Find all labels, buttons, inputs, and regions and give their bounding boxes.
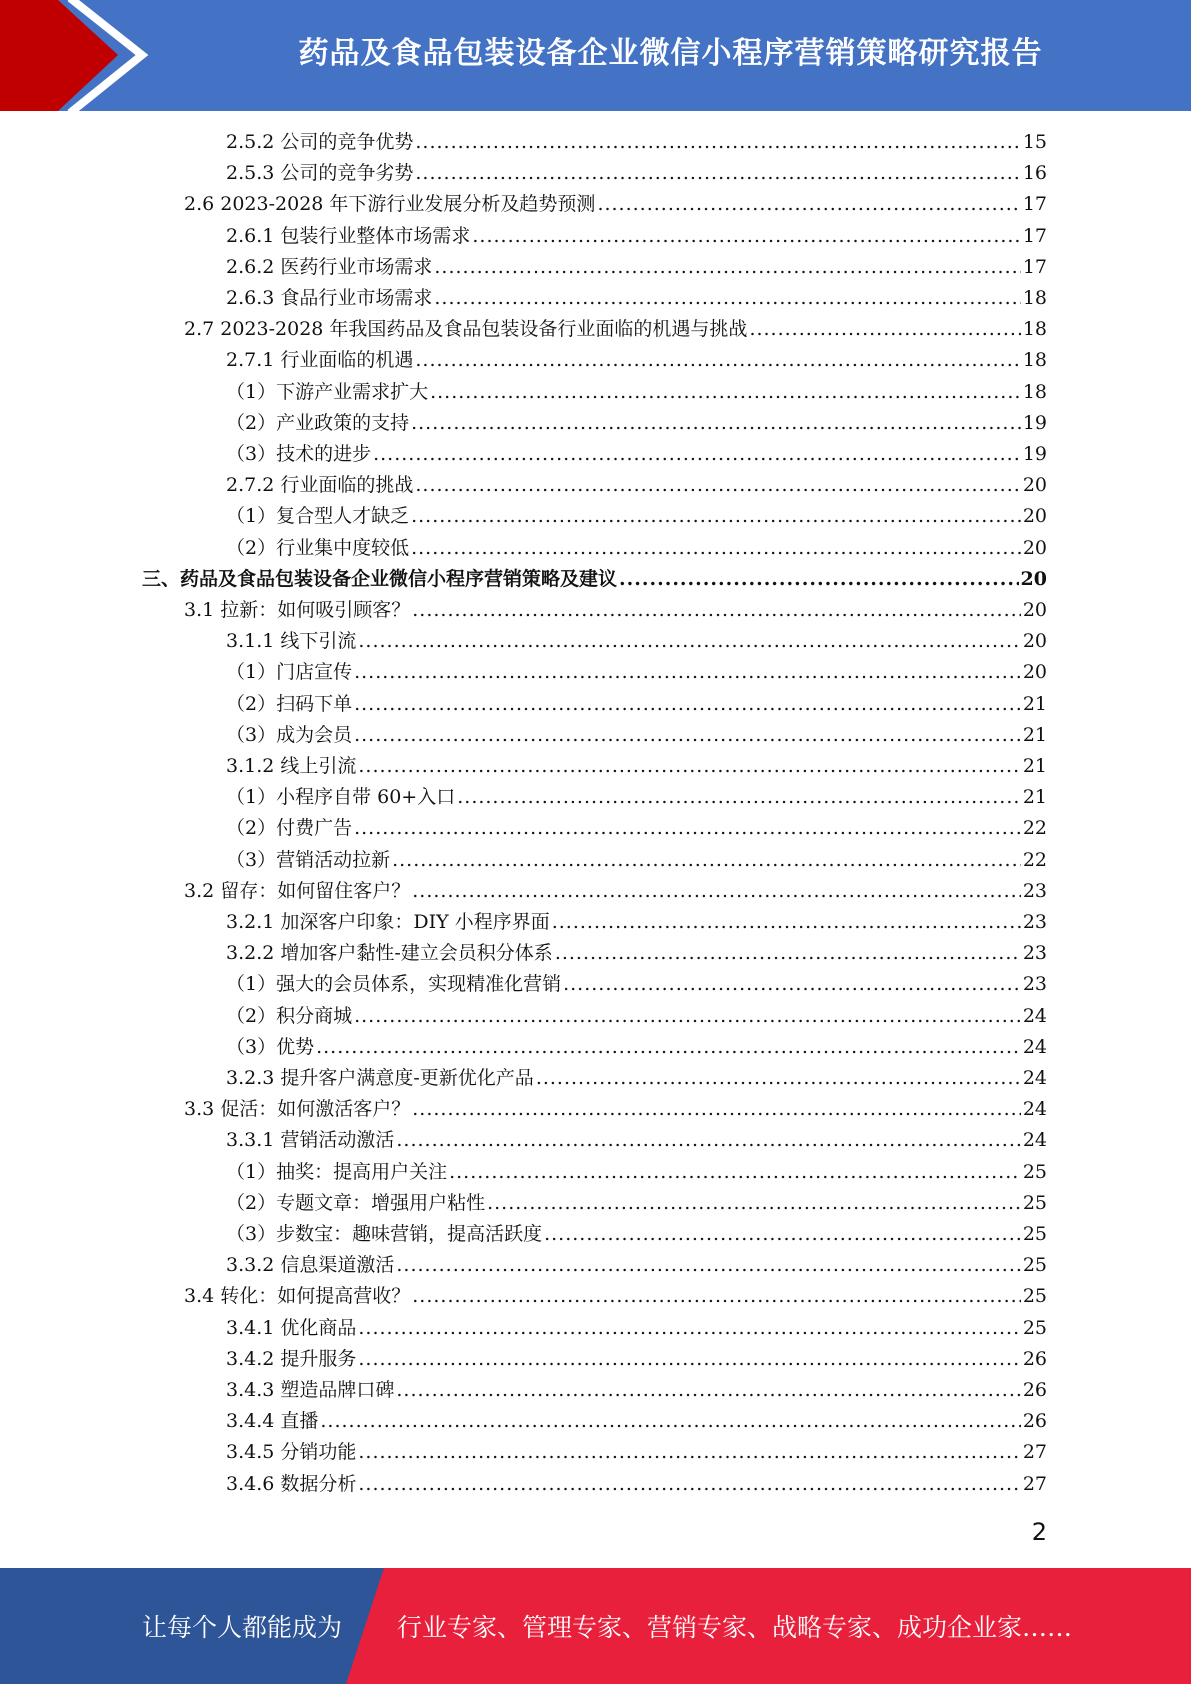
toc-entry-page: 16: [1022, 162, 1047, 185]
toc-leader-dots: [412, 1281, 1021, 1312]
toc-entry[interactable]: [226, 1313, 1047, 1344]
toc-leader-dots: [457, 782, 1021, 813]
header-chevron-graphic: [0, 0, 160, 111]
toc-entry-page: 20: [1022, 630, 1047, 653]
toc-entry-label: 3.1.1 线下引流: [226, 630, 357, 653]
toc-entry[interactable]: [226, 501, 1047, 532]
toc-entry-label: 3.4.1 优化商品: [226, 1316, 357, 1339]
toc-leader-dots: [415, 158, 1020, 189]
toc-leader-dots: [358, 1437, 1020, 1468]
toc-leader-dots: [749, 314, 1020, 345]
toc-entry-page: 26: [1022, 1347, 1047, 1370]
toc-entry-page: 25: [1022, 1191, 1047, 1214]
toc-entry-label: （3）技术的进步: [226, 443, 372, 465]
toc-entry-label: （1）小程序自带 60+入口: [226, 786, 456, 809]
toc-entry-page: 25: [1022, 1316, 1047, 1339]
toc-entry-page: 25: [1022, 1285, 1047, 1308]
toc-entry[interactable]: [226, 657, 1047, 688]
toc-entry[interactable]: [226, 1406, 1047, 1437]
toc-entry[interactable]: [226, 283, 1047, 314]
toc-leader-dots: [544, 1219, 1021, 1250]
toc-entry-label: 3.4.4 直播: [226, 1410, 319, 1433]
toc-entry-label: 3.4.6 数据分析: [226, 1472, 357, 1495]
toc-entry-label: （1）复合型人才缺乏: [226, 505, 410, 528]
toc-leader-dots: [396, 1375, 1020, 1406]
toc-entry-page: 20: [1022, 599, 1047, 621]
toc-leader-dots: [412, 876, 1021, 907]
toc-entry-label: （1）强大的会员体系，实现精准化营销: [226, 973, 562, 996]
toc-entry-page: 24: [1022, 1098, 1047, 1121]
toc-entry-label: （3）营销活动拉新: [226, 848, 391, 871]
toc-entry-page: 18: [1022, 318, 1047, 341]
toc-leader-dots: [373, 439, 1021, 470]
toc-entry[interactable]: [226, 345, 1047, 376]
toc-leader-dots: [563, 969, 1021, 1000]
toc-entry-label: 3.3 促活：如何激活客户？: [184, 1098, 411, 1121]
toc-entry-page: 27: [1022, 1472, 1047, 1495]
toc-entry[interactable]: [226, 1188, 1047, 1219]
toc-entry-label: 2.7 2023-2028 年我国药品及食品包装设备行业面临的机遇与挑战: [184, 318, 748, 341]
toc-leader-dots: [411, 533, 1021, 564]
toc-leader-dots: [487, 1188, 1021, 1219]
toc-entry-label: 2.6.2 医药行业市场需求: [226, 255, 433, 278]
toc-entry-page: 20: [1022, 505, 1047, 528]
footer-slogan-left: 让每个人都能成为: [142, 1613, 343, 1642]
toc-leader-dots: [449, 1157, 1021, 1188]
toc-entry[interactable]: [226, 1063, 1047, 1094]
toc-leader-dots: [392, 845, 1021, 876]
toc-entry[interactable]: [226, 1437, 1047, 1468]
toc-entry[interactable]: [226, 533, 1047, 564]
toc-entry-label: 三、药品及食品包装设备企业微信小程序营销策略及建议: [142, 567, 618, 590]
toc-leader-dots: [396, 1125, 1020, 1156]
toc-entry[interactable]: [184, 876, 1047, 907]
toc-entry-page: 21: [1022, 786, 1047, 809]
toc-entry-label: 3.1.2 线上引流: [226, 755, 357, 777]
toc-entry-label: （1）门店宣传: [226, 661, 353, 684]
toc-leader-dots: [434, 252, 1020, 283]
report-title: 药品及食品包装设备企业微信小程序营销策略研究报告: [298, 36, 1043, 71]
toc-entry-page: 27: [1022, 1441, 1047, 1464]
toc-leader-dots: [415, 127, 1020, 158]
toc-entry-label: 3.4.2 提升服务: [226, 1347, 357, 1370]
toc-entry-label: （2）专题文章：增强用户粘性: [226, 1191, 486, 1214]
toc-leader-dots: [358, 1313, 1020, 1344]
toc-leader-dots: [555, 938, 1021, 969]
toc-entry[interactable]: [142, 564, 1047, 595]
toc-entry-page: 21: [1022, 692, 1047, 715]
toc-entry-label: （2）行业集中度较低: [226, 536, 410, 559]
toc-entry-label: 3.2.2 增加客户黏性-建立会员积分体系: [226, 942, 553, 965]
toc-entry-label: 3.4 转化：如何提高营收？: [184, 1285, 411, 1308]
toc-leader-dots: [358, 751, 1020, 782]
toc-entry[interactable]: [226, 221, 1047, 252]
toc-leader-dots: [412, 595, 1021, 626]
toc-entry[interactable]: [184, 1281, 1047, 1312]
toc-entry[interactable]: [184, 189, 1047, 220]
toc-entry-label: 3.2.1 加深客户印象：DIY 小程序界面: [226, 911, 550, 933]
toc-entry[interactable]: [226, 1001, 1047, 1032]
toc-leader-dots: [415, 470, 1020, 501]
toc-entry[interactable]: [226, 751, 1047, 782]
toc-entry-page: 18: [1022, 287, 1047, 309]
toc-entry-label: （2）积分商城: [226, 1004, 353, 1027]
toc-entry-label: 3.3.1 营销活动激活: [226, 1129, 395, 1152]
toc-entry-page: 18: [1022, 380, 1047, 403]
toc-entry[interactable]: [226, 408, 1047, 439]
toc-entry[interactable]: [226, 689, 1047, 720]
toc-entry-label: 2.7.1 行业面临的机遇: [226, 349, 414, 372]
toc-leader-dots: [316, 1032, 1021, 1063]
toc-entry-label: 2.6 2023-2028 年下游行业发展分析及趋势预测: [184, 193, 596, 216]
toc-leader-dots: [358, 1469, 1020, 1500]
toc-entry-label: （3）成为会员: [226, 723, 353, 746]
toc-entry[interactable]: [226, 1032, 1047, 1063]
toc-leader-dots: [472, 221, 1020, 252]
page-footer: [0, 1568, 1191, 1684]
toc-entry-page: 23: [1022, 942, 1047, 965]
toc-leader-dots: [354, 720, 1021, 751]
toc-entry-page: 23: [1022, 879, 1047, 902]
toc-entry-page: 24: [1022, 1035, 1047, 1058]
toc-entry[interactable]: [226, 938, 1047, 969]
toc-entry-label: 2.5.3 公司的竞争劣势: [226, 162, 414, 185]
toc-entry-label: 2.7.2 行业面临的挑战: [226, 474, 414, 497]
toc-entry[interactable]: [226, 845, 1047, 876]
toc-entry[interactable]: [226, 1125, 1047, 1156]
toc-entry-page: 20: [1020, 567, 1047, 590]
toc-entry-page: 20: [1022, 474, 1047, 497]
toc-entry-page: 25: [1022, 1223, 1047, 1245]
toc-entry[interactable]: [184, 1094, 1047, 1125]
toc-leader-dots: [430, 377, 1021, 408]
toc-entry-page: 21: [1022, 755, 1047, 777]
toc-entry-label: （1）下游产业需求扩大: [226, 380, 429, 403]
toc-entry[interactable]: [226, 127, 1047, 158]
toc-leader-dots: [552, 907, 1021, 938]
footer-slogan-right: 行业专家、管理专家、营销专家、战略专家、成功企业家……: [397, 1613, 1073, 1642]
toc-entry-page: 20: [1022, 536, 1047, 559]
toc-leader-dots: [536, 1063, 1021, 1094]
toc-entry-label: 2.6.3 食品行业市场需求: [226, 287, 433, 309]
toc-entry-page: 23: [1022, 973, 1047, 996]
toc-entry-page: 26: [1022, 1379, 1047, 1401]
toc-entry-page: 19: [1022, 411, 1047, 434]
toc-entry-page: 24: [1022, 1004, 1047, 1027]
toc-entry[interactable]: [184, 595, 1047, 626]
toc-entry-label: （2）付费广告: [226, 817, 353, 840]
toc-leader-dots: [320, 1406, 1020, 1437]
toc-leader-dots: [411, 501, 1021, 532]
toc-leader-dots: [412, 1094, 1021, 1125]
toc-leader-dots: [396, 1250, 1020, 1281]
toc-entry-page: 24: [1022, 1129, 1047, 1152]
toc-entry-label: （3）优势: [226, 1035, 315, 1058]
toc-entry-label: 3.1 拉新：如何吸引顾客？: [184, 599, 411, 621]
toc-leader-dots: [354, 657, 1021, 688]
toc-entry-page: 21: [1022, 723, 1047, 746]
toc-entry[interactable]: [184, 314, 1047, 345]
toc-leader-dots: [354, 689, 1021, 720]
toc-entry-label: 3.4.5 分销功能: [226, 1441, 357, 1464]
toc-entry-page: 15: [1022, 131, 1047, 153]
toc-entry[interactable]: [226, 782, 1047, 813]
page-header: [0, 0, 1191, 111]
toc-entry-label: （1）抽奖：提高用户关注: [226, 1160, 448, 1183]
toc-entry-label: （2）产业政策的支持: [226, 411, 410, 434]
toc-leader-dots: [358, 626, 1020, 657]
toc-entry-page: 20: [1022, 661, 1047, 684]
toc-entry[interactable]: [226, 158, 1047, 189]
toc-entry-label: 3.3.2 信息渠道激活: [226, 1254, 395, 1277]
toc-entry[interactable]: [226, 1344, 1047, 1375]
toc-entry-page: 22: [1022, 848, 1047, 871]
toc-entry-label: 3.2 留存：如何留住客户？: [184, 879, 411, 902]
toc-entry-page: 22: [1022, 817, 1047, 840]
toc-entry[interactable]: [226, 470, 1047, 501]
toc-entry[interactable]: [226, 907, 1047, 938]
toc-leader-dots: [619, 564, 1019, 595]
toc-entry-page: 25: [1022, 1160, 1047, 1183]
toc-entry-page: 25: [1022, 1254, 1047, 1277]
toc-leader-dots: [597, 189, 1020, 220]
toc-entry[interactable]: [226, 626, 1047, 657]
toc-entry[interactable]: [226, 252, 1047, 283]
toc-entry-label: （2）扫码下单: [226, 692, 353, 715]
toc-entry[interactable]: [226, 813, 1047, 844]
toc-entry[interactable]: [226, 1157, 1047, 1188]
toc-entry[interactable]: [226, 1469, 1047, 1500]
toc-entry-page: 24: [1022, 1067, 1047, 1089]
toc-entry-page: 18: [1022, 349, 1047, 372]
toc-entry-label: 3.4.3 塑造品牌口碑: [226, 1379, 395, 1401]
page-number: 2: [1031, 1518, 1047, 1546]
toc-entry-label: （3）步数宝：趣味营销，提高活跃度: [226, 1223, 543, 1245]
toc-leader-dots: [415, 345, 1020, 376]
toc-entry-page: 26: [1022, 1410, 1047, 1433]
toc-leader-dots: [411, 408, 1021, 439]
toc-leader-dots: [354, 813, 1021, 844]
toc-entry-page: 17: [1022, 224, 1047, 247]
toc-entry-page: 17: [1022, 193, 1047, 216]
toc-leader-dots: [358, 1344, 1020, 1375]
toc-entry-label: 2.5.2 公司的竞争优势: [226, 131, 414, 153]
toc-entry[interactable]: [226, 377, 1047, 408]
toc-entry[interactable]: [226, 720, 1047, 751]
toc-entry[interactable]: [226, 1219, 1047, 1250]
toc-entry[interactable]: [226, 969, 1047, 1000]
toc-entry[interactable]: [226, 439, 1047, 470]
toc-leader-dots: [354, 1001, 1021, 1032]
toc-entry-page: 19: [1022, 443, 1047, 465]
toc-entry-label: 3.2.3 提升客户满意度-更新优化产品: [226, 1067, 534, 1089]
toc-entry[interactable]: [226, 1375, 1047, 1406]
toc-leader-dots: [434, 283, 1020, 314]
toc-entry-page: 23: [1022, 911, 1047, 933]
toc-entry[interactable]: [226, 1250, 1047, 1281]
toc-entry-page: 17: [1022, 255, 1047, 278]
toc-entry-label: 2.6.1 包装行业整体市场需求: [226, 224, 471, 247]
